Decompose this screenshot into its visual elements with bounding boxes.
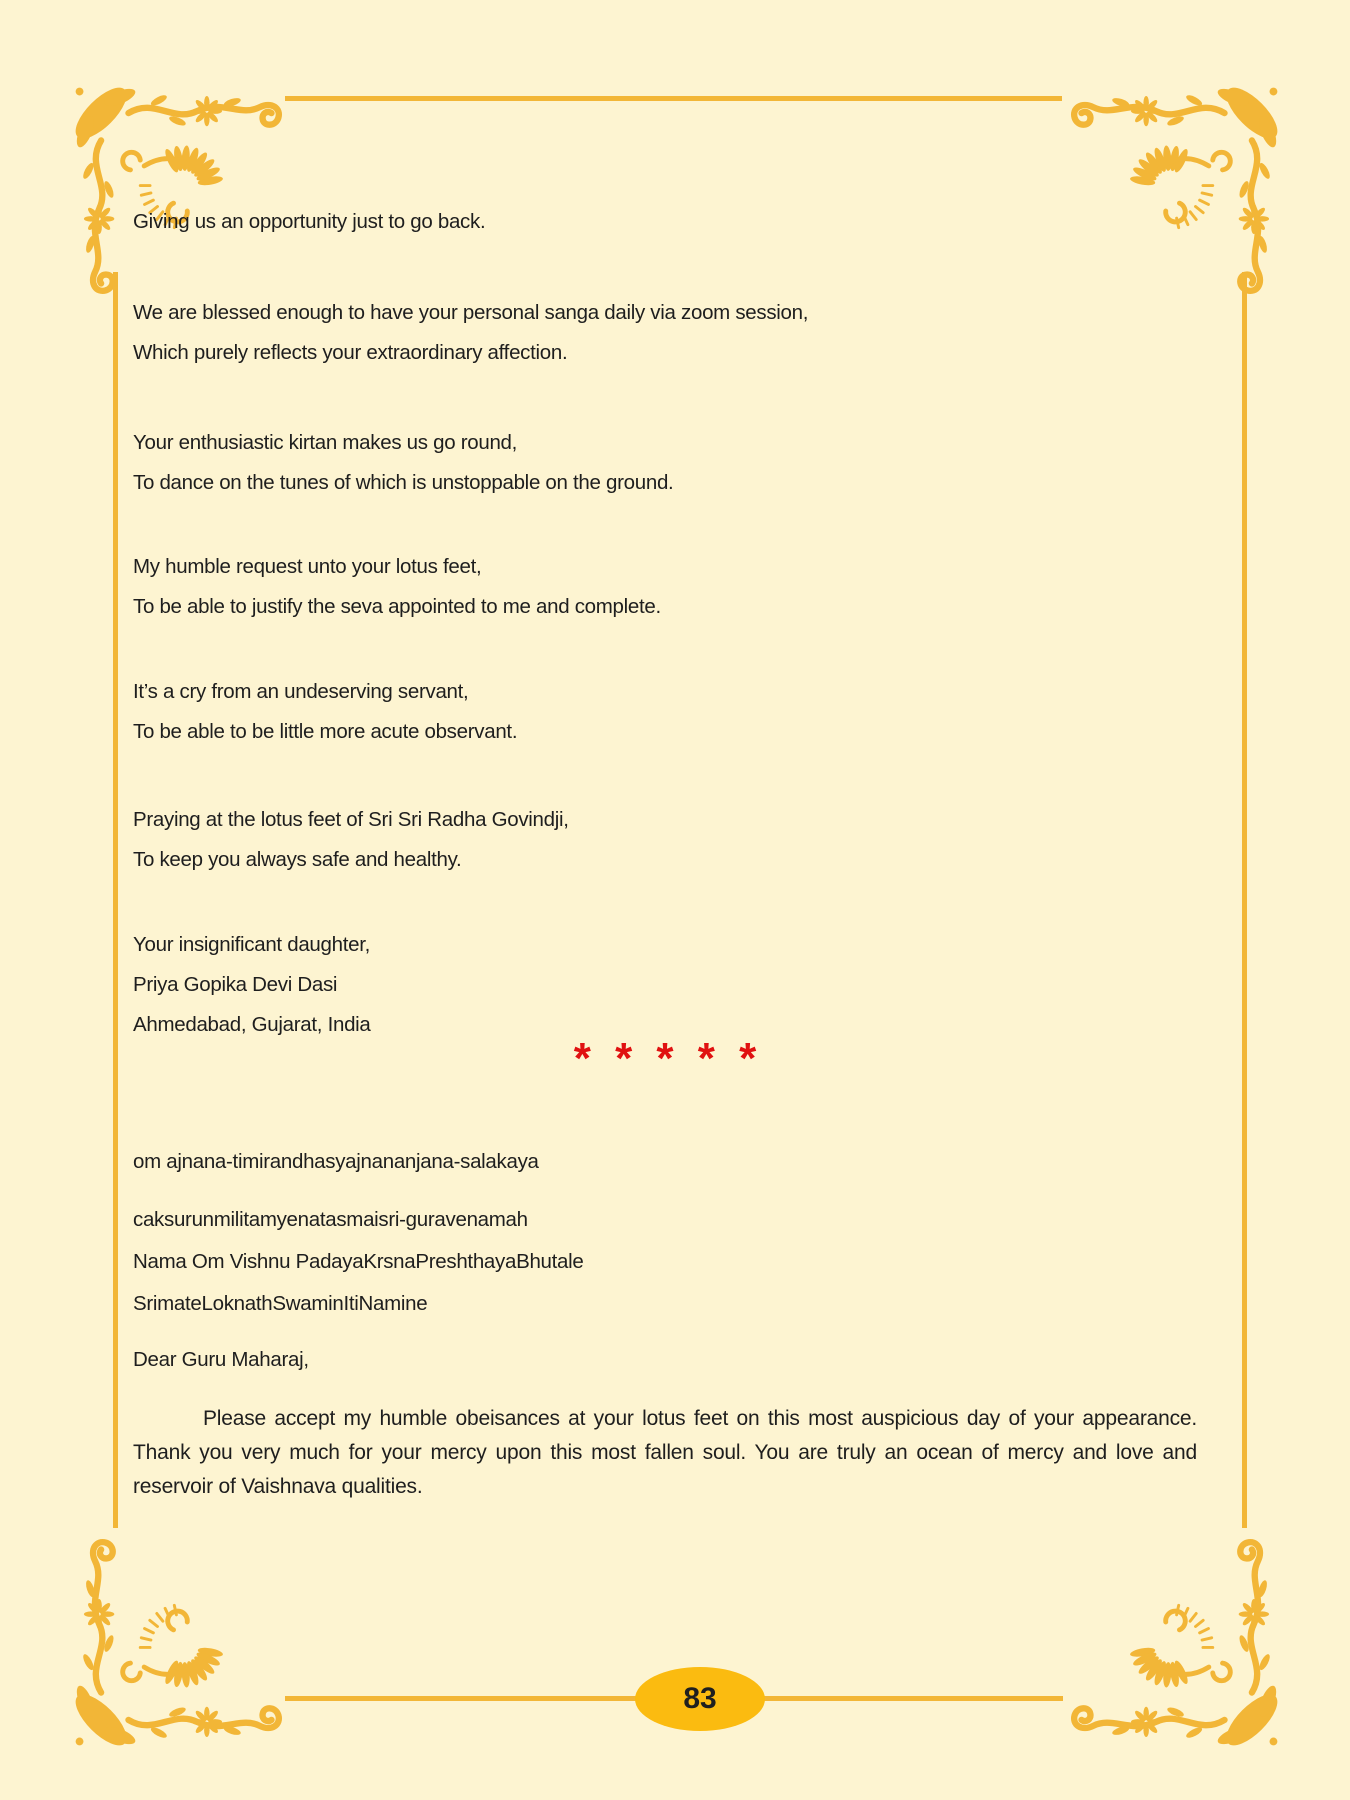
border-line-top — [285, 96, 1062, 101]
mantra-line: caksurunmilitamyenatasmaisri-guravenamah — [133, 1208, 528, 1231]
poem-line: To keep you always safe and healthy. — [133, 848, 462, 871]
poem-line: Praying at the lotus feet of Sri Sri Radha Govindji, — [133, 808, 569, 831]
salutation-text: Dear Guru Maharaj, — [133, 1348, 309, 1371]
poem-line: Giving us an opportunity just to go back. — [133, 210, 486, 233]
mantra-line-1 — [133, 1141, 1197, 1183]
asterisk-separator: * * * * * — [573, 1034, 757, 1083]
poem-line: We are blessed enough to have your personal sanga daily via zoom session, — [133, 301, 809, 324]
page-number: 83 — [683, 1682, 717, 1715]
signature-line: Your insignificant daughter, — [133, 933, 371, 956]
signature-block — [133, 925, 1197, 1045]
poem-stanza — [133, 202, 1197, 242]
mantra-line: om ajnana-timirandhasyajnananjana-salakaya — [133, 1150, 539, 1173]
signature-line: Priya Gopika Devi Dasi — [133, 973, 338, 996]
poem-line: To dance on the tunes of which is unstoppable on the ground. — [133, 471, 674, 494]
corner-ornament-top-right — [1060, 70, 1295, 305]
poem-line: It’s a cry from an undeserving servant, — [133, 680, 469, 703]
border-line-left — [113, 272, 118, 1528]
corner-ornament-top-left — [58, 70, 293, 305]
poem-line: To be able to be little more acute observant. — [133, 720, 518, 743]
poem-line: Your enthusiastic kirtan makes us go round, — [133, 431, 518, 454]
poem-stanza — [133, 800, 1197, 880]
border-line-right — [1242, 272, 1247, 1528]
poem-line: Which purely reflects your extraordinary affection. — [133, 341, 568, 364]
mantra-line: SrimateLoknathSwaminItiNamine — [133, 1292, 428, 1315]
page-number-badge — [635, 1667, 765, 1731]
corner-ornament-bottom-right — [1060, 1528, 1295, 1763]
poem-line: To be able to justify the seva appointed to me and complete. — [133, 595, 661, 618]
letter-paragraph: Please accept my humble obeisances at your lotus feet on this most auspicious day of your appearance. Thank you very much for your mercy upon this most fallen soul. You are truly an ocean of mercy and love and reservoir of Vaishnava qualities. — [133, 1407, 1197, 1498]
letter-salutation — [133, 1340, 1197, 1380]
poem-stanza — [133, 547, 1197, 627]
poem-stanza — [133, 672, 1197, 752]
mantra-line: Nama Om Vishnu PadayaKrsnaPreshthayaBhutale — [133, 1250, 584, 1273]
corner-ornament-bottom-left — [58, 1528, 293, 1763]
poem-line: My humble request unto your lotus feet, — [133, 555, 482, 578]
poem-stanza — [133, 423, 1197, 503]
poem-stanza — [133, 293, 1197, 373]
signature-line: Ahmedabad, Gujarat, India — [133, 1013, 371, 1036]
mantra-block — [133, 1199, 1197, 1325]
